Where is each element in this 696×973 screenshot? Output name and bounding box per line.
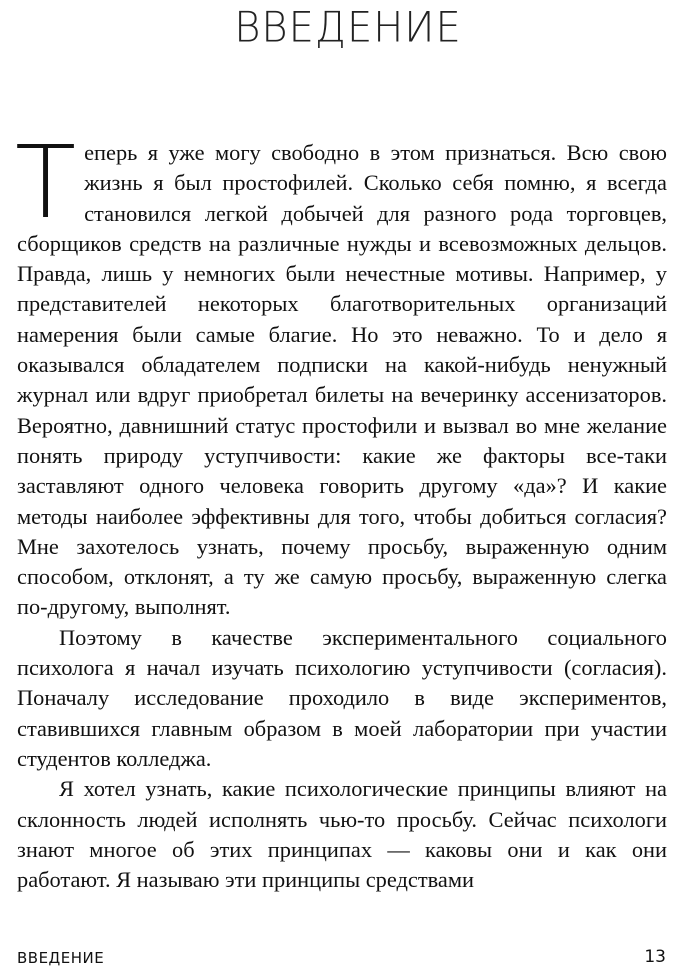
paragraph-1-text: еперь я уже могу свободно в этом признаться. Всю свою жизнь я был простофилей. Сколько себя помню, я всегда становился легкой добычей для разного рода торговцев, сборщиков средств на различные нужды и всевозможных дельцов. Правда, лишь у немногих были нечестные мотивы. Например, у представителей некоторых благотворительных организаций намерения были самые благие. Но это неважно. То и дело я оказывался обладателем подписки на какой-нибудь ненужный журнал или вдруг приобретал билеты на вечеринку ассенизаторов. Вероятно, давнишний статус простофили и вызвал во мне желание понять природу уступчивости: какие же факторы все-таки заставляют одного человека говорить другому «да»? И какие методы наиболее эффективны для того, чтобы добиться согласия? Мне захотелось узнать, почему просьбу, выраженную одним способом, отклонят, а ту же самую просьбу, выраженную слегка по-другому, выполнят. xyxy=(17,140,667,620)
running-footer-title: ВВЕДЕНИЕ xyxy=(17,949,105,967)
page-number: 13 xyxy=(644,947,666,967)
chapter-title: ВВЕДЕНИЕ xyxy=(234,3,462,53)
paragraph-1 xyxy=(15,124,667,623)
drop-cap-letter: Т xyxy=(15,124,77,241)
body-text xyxy=(15,124,667,895)
paragraph-2: Поэтому в качестве экспериментального социального психолога я начал изучать психологию уступчивости (согласия). Поначалу исследование проходило в виде экспериментов, ставившихся главным образом в моей лаборатории при участии студентов колледжа. xyxy=(17,624,667,771)
paragraph-3: Я хотел узнать, какие психологические принципы влияют на склонность людей исполнять чью-то просьбу. Сейчас психологи знают многое об этих принципах — каковы они и как они работают. Я называю эти принципы средствами xyxy=(17,776,667,893)
